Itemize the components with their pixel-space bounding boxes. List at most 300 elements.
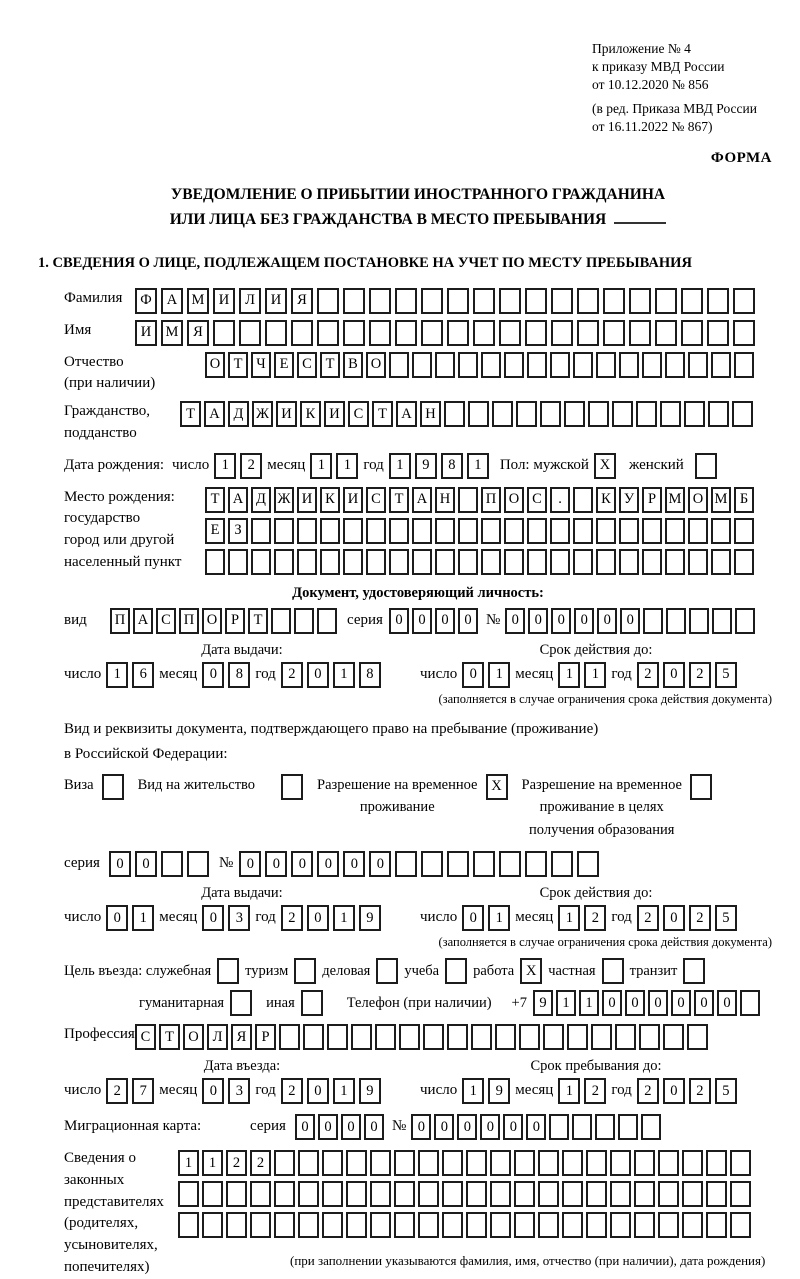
char-cell[interactable]: 0 xyxy=(307,905,329,931)
char-cell[interactable] xyxy=(602,958,624,984)
char-cell[interactable]: 0 xyxy=(663,905,685,931)
char-cell[interactable]: Т xyxy=(248,608,268,634)
char-cell[interactable] xyxy=(658,1181,679,1207)
char-cell[interactable] xyxy=(466,1181,487,1207)
char-cell[interactable]: А xyxy=(161,288,183,314)
char-cell[interactable]: А xyxy=(133,608,153,634)
char-cell[interactable] xyxy=(251,549,271,575)
char-cell[interactable] xyxy=(375,1024,396,1050)
char-cell[interactable] xyxy=(370,1181,391,1207)
char-cell[interactable]: Д xyxy=(251,487,271,513)
char-cell[interactable] xyxy=(734,549,754,575)
char-cell[interactable] xyxy=(734,352,754,378)
char-cell[interactable] xyxy=(366,549,386,575)
char-cell[interactable]: 0 xyxy=(597,608,617,634)
char-cell[interactable]: 1 xyxy=(310,453,332,479)
char-cell[interactable] xyxy=(612,401,633,427)
char-cell[interactable] xyxy=(586,1181,607,1207)
char-cell[interactable]: Р xyxy=(255,1024,276,1050)
char-cell[interactable]: 0 xyxy=(318,1114,338,1140)
char-cell[interactable]: 0 xyxy=(457,1114,477,1140)
char-cell[interactable]: 5 xyxy=(715,662,737,688)
char-cell[interactable] xyxy=(418,1212,439,1238)
char-cell[interactable] xyxy=(294,958,316,984)
char-cell[interactable]: 2 xyxy=(281,662,303,688)
char-cell[interactable]: Т xyxy=(320,352,340,378)
char-cell[interactable]: П xyxy=(110,608,130,634)
char-cell[interactable] xyxy=(445,958,467,984)
char-cell[interactable] xyxy=(634,1150,655,1176)
char-cell[interactable] xyxy=(458,487,478,513)
char-cell[interactable] xyxy=(711,518,731,544)
char-cell[interactable] xyxy=(706,1181,727,1207)
char-cell[interactable]: 1 xyxy=(389,453,411,479)
char-cell[interactable] xyxy=(688,352,708,378)
char-cell[interactable] xyxy=(447,288,469,314)
char-cell[interactable] xyxy=(481,352,501,378)
char-cell[interactable]: К xyxy=(320,487,340,513)
char-cell[interactable]: О xyxy=(183,1024,204,1050)
char-cell[interactable] xyxy=(660,401,681,427)
char-cell[interactable]: К xyxy=(596,487,616,513)
char-cell[interactable] xyxy=(514,1181,535,1207)
char-cell[interactable]: Е xyxy=(274,352,294,378)
char-cell[interactable] xyxy=(540,401,561,427)
char-cell[interactable] xyxy=(596,352,616,378)
char-cell[interactable] xyxy=(499,851,521,877)
char-cell[interactable]: Ж xyxy=(274,487,294,513)
char-cell[interactable]: 0 xyxy=(411,1114,431,1140)
char-cell[interactable] xyxy=(550,549,570,575)
char-cell[interactable] xyxy=(610,1181,631,1207)
char-cell[interactable]: 0 xyxy=(648,990,668,1016)
char-cell[interactable] xyxy=(689,608,709,634)
char-cell[interactable] xyxy=(412,549,432,575)
char-cell[interactable] xyxy=(322,1212,343,1238)
char-cell[interactable]: 9 xyxy=(415,453,437,479)
char-cell[interactable]: С xyxy=(156,608,176,634)
char-cell[interactable]: 2 xyxy=(637,905,659,931)
char-cell[interactable] xyxy=(435,518,455,544)
char-cell[interactable] xyxy=(389,549,409,575)
char-cell[interactable] xyxy=(250,1181,271,1207)
char-cell[interactable] xyxy=(615,1024,636,1050)
char-cell[interactable] xyxy=(706,1212,727,1238)
char-cell[interactable] xyxy=(634,1181,655,1207)
char-cell[interactable] xyxy=(527,549,547,575)
char-cell[interactable]: 2 xyxy=(637,1078,659,1104)
char-cell[interactable] xyxy=(572,1114,592,1140)
char-cell[interactable]: С xyxy=(297,352,317,378)
char-cell[interactable]: Ж xyxy=(252,401,273,427)
char-cell[interactable]: 8 xyxy=(441,453,463,479)
char-cell[interactable] xyxy=(217,958,239,984)
char-cell[interactable] xyxy=(595,1114,615,1140)
char-cell[interactable] xyxy=(655,288,677,314)
char-cell[interactable] xyxy=(619,549,639,575)
char-cell[interactable]: X xyxy=(594,453,616,479)
char-cell[interactable]: А xyxy=(396,401,417,427)
char-cell[interactable] xyxy=(642,549,662,575)
char-cell[interactable]: 0 xyxy=(202,662,224,688)
char-cell[interactable]: О xyxy=(202,608,222,634)
char-cell[interactable]: 0 xyxy=(317,851,339,877)
char-cell[interactable] xyxy=(458,518,478,544)
char-cell[interactable]: 0 xyxy=(526,1114,546,1140)
char-cell[interactable] xyxy=(298,1212,319,1238)
char-cell[interactable] xyxy=(298,1181,319,1207)
char-cell[interactable] xyxy=(303,1024,324,1050)
char-cell[interactable] xyxy=(297,549,317,575)
char-cell[interactable] xyxy=(538,1212,559,1238)
char-cell[interactable]: Б xyxy=(734,487,754,513)
char-cell[interactable]: С xyxy=(135,1024,156,1050)
char-cell[interactable]: И xyxy=(213,288,235,314)
char-cell[interactable]: 0 xyxy=(663,662,685,688)
char-cell[interactable]: 0 xyxy=(503,1114,523,1140)
char-cell[interactable] xyxy=(658,1212,679,1238)
char-cell[interactable]: С xyxy=(348,401,369,427)
char-cell[interactable] xyxy=(492,401,513,427)
char-cell[interactable]: Я xyxy=(231,1024,252,1050)
char-cell[interactable] xyxy=(733,288,755,314)
char-cell[interactable]: 0 xyxy=(295,1114,315,1140)
char-cell[interactable] xyxy=(514,1150,535,1176)
char-cell[interactable]: Т xyxy=(180,401,201,427)
char-cell[interactable] xyxy=(665,352,685,378)
char-cell[interactable] xyxy=(562,1150,583,1176)
char-cell[interactable] xyxy=(707,320,729,346)
char-cell[interactable] xyxy=(471,1024,492,1050)
char-cell[interactable] xyxy=(466,1150,487,1176)
char-cell[interactable]: 0 xyxy=(505,608,525,634)
char-cell[interactable]: 5 xyxy=(715,1078,737,1104)
char-cell[interactable] xyxy=(322,1181,343,1207)
char-cell[interactable] xyxy=(473,288,495,314)
char-cell[interactable] xyxy=(322,1150,343,1176)
char-cell[interactable]: 2 xyxy=(689,905,711,931)
char-cell[interactable]: М xyxy=(161,320,183,346)
char-cell[interactable]: 0 xyxy=(202,1078,224,1104)
char-cell[interactable]: Т xyxy=(372,401,393,427)
char-cell[interactable] xyxy=(346,1181,367,1207)
char-cell[interactable] xyxy=(447,320,469,346)
char-cell[interactable]: М xyxy=(711,487,731,513)
char-cell[interactable] xyxy=(320,549,340,575)
char-cell[interactable] xyxy=(591,1024,612,1050)
char-cell[interactable]: 0 xyxy=(462,662,484,688)
char-cell[interactable] xyxy=(490,1181,511,1207)
char-cell[interactable] xyxy=(412,518,432,544)
char-cell[interactable]: 0 xyxy=(458,608,478,634)
char-cell[interactable]: 0 xyxy=(202,905,224,931)
char-cell[interactable] xyxy=(730,1212,751,1238)
char-cell[interactable] xyxy=(666,608,686,634)
char-cell[interactable]: 0 xyxy=(528,608,548,634)
char-cell[interactable] xyxy=(418,1181,439,1207)
char-cell[interactable]: О xyxy=(688,487,708,513)
char-cell[interactable] xyxy=(586,1150,607,1176)
char-cell[interactable] xyxy=(481,518,501,544)
char-cell[interactable]: 1 xyxy=(333,905,355,931)
char-cell[interactable] xyxy=(642,518,662,544)
char-cell[interactable] xyxy=(274,1212,295,1238)
char-cell[interactable]: Р xyxy=(642,487,662,513)
char-cell[interactable] xyxy=(688,549,708,575)
char-cell[interactable] xyxy=(317,608,337,634)
char-cell[interactable] xyxy=(519,1024,540,1050)
char-cell[interactable] xyxy=(317,288,339,314)
char-cell[interactable] xyxy=(538,1150,559,1176)
char-cell[interactable] xyxy=(294,608,314,634)
char-cell[interactable]: Л xyxy=(207,1024,228,1050)
char-cell[interactable]: О xyxy=(366,352,386,378)
char-cell[interactable] xyxy=(683,958,705,984)
char-cell[interactable]: 9 xyxy=(359,1078,381,1104)
char-cell[interactable] xyxy=(538,1181,559,1207)
char-cell[interactable] xyxy=(418,1150,439,1176)
char-cell[interactable]: 0 xyxy=(369,851,391,877)
char-cell[interactable] xyxy=(444,401,465,427)
char-cell[interactable] xyxy=(588,401,609,427)
char-cell[interactable]: 1 xyxy=(178,1150,199,1176)
char-cell[interactable]: 0 xyxy=(694,990,714,1016)
char-cell[interactable] xyxy=(682,1212,703,1238)
char-cell[interactable] xyxy=(690,774,712,800)
char-cell[interactable] xyxy=(525,288,547,314)
char-cell[interactable] xyxy=(695,453,717,479)
char-cell[interactable]: И xyxy=(343,487,363,513)
char-cell[interactable] xyxy=(499,288,521,314)
char-cell[interactable]: 1 xyxy=(106,662,128,688)
char-cell[interactable] xyxy=(370,1212,391,1238)
char-cell[interactable]: Т xyxy=(228,352,248,378)
char-cell[interactable] xyxy=(543,1024,564,1050)
char-cell[interactable]: 0 xyxy=(663,1078,685,1104)
char-cell[interactable]: 8 xyxy=(359,662,381,688)
char-cell[interactable] xyxy=(279,1024,300,1050)
char-cell[interactable]: Р xyxy=(225,608,245,634)
char-cell[interactable]: 8 xyxy=(228,662,250,688)
char-cell[interactable]: 1 xyxy=(214,453,236,479)
char-cell[interactable]: 1 xyxy=(556,990,576,1016)
char-cell[interactable] xyxy=(711,352,731,378)
char-cell[interactable]: 9 xyxy=(488,1078,510,1104)
char-cell[interactable]: 1 xyxy=(333,662,355,688)
char-cell[interactable] xyxy=(301,990,323,1016)
char-cell[interactable]: 0 xyxy=(364,1114,384,1140)
char-cell[interactable] xyxy=(458,352,478,378)
char-cell[interactable] xyxy=(228,549,248,575)
char-cell[interactable]: 2 xyxy=(240,453,262,479)
char-cell[interactable] xyxy=(271,608,291,634)
char-cell[interactable]: 0 xyxy=(307,662,329,688)
char-cell[interactable] xyxy=(369,320,391,346)
char-cell[interactable]: О xyxy=(205,352,225,378)
char-cell[interactable]: Т xyxy=(159,1024,180,1050)
char-cell[interactable] xyxy=(213,320,235,346)
char-cell[interactable] xyxy=(466,1212,487,1238)
char-cell[interactable]: 1 xyxy=(488,662,510,688)
char-cell[interactable]: 2 xyxy=(584,905,606,931)
char-cell[interactable]: 2 xyxy=(689,662,711,688)
char-cell[interactable] xyxy=(730,1181,751,1207)
char-cell[interactable]: 1 xyxy=(558,905,580,931)
char-cell[interactable] xyxy=(707,288,729,314)
char-cell[interactable]: У xyxy=(619,487,639,513)
char-cell[interactable] xyxy=(395,851,417,877)
char-cell[interactable] xyxy=(732,401,753,427)
char-cell[interactable] xyxy=(161,851,183,877)
char-cell[interactable] xyxy=(682,1181,703,1207)
char-cell[interactable] xyxy=(226,1212,247,1238)
char-cell[interactable] xyxy=(421,288,443,314)
char-cell[interactable]: 0 xyxy=(574,608,594,634)
char-cell[interactable] xyxy=(412,352,432,378)
char-cell[interactable]: О xyxy=(504,487,524,513)
char-cell[interactable]: Ф xyxy=(135,288,157,314)
char-cell[interactable]: 0 xyxy=(265,851,287,877)
char-cell[interactable]: 1 xyxy=(467,453,489,479)
char-cell[interactable] xyxy=(394,1212,415,1238)
char-cell[interactable] xyxy=(688,518,708,544)
char-cell[interactable]: 2 xyxy=(250,1150,271,1176)
char-cell[interactable]: Т xyxy=(205,487,225,513)
char-cell[interactable] xyxy=(551,288,573,314)
char-cell[interactable] xyxy=(610,1150,631,1176)
char-cell[interactable] xyxy=(684,401,705,427)
char-cell[interactable] xyxy=(343,320,365,346)
char-cell[interactable] xyxy=(619,518,639,544)
char-cell[interactable] xyxy=(178,1212,199,1238)
char-cell[interactable]: 0 xyxy=(343,851,365,877)
char-cell[interactable] xyxy=(343,288,365,314)
char-cell[interactable]: И xyxy=(265,288,287,314)
char-cell[interactable]: 0 xyxy=(389,608,409,634)
char-cell[interactable]: 1 xyxy=(132,905,154,931)
char-cell[interactable] xyxy=(525,851,547,877)
char-cell[interactable] xyxy=(495,1024,516,1050)
char-cell[interactable] xyxy=(549,1114,569,1140)
char-cell[interactable] xyxy=(370,1150,391,1176)
char-cell[interactable]: 1 xyxy=(579,990,599,1016)
char-cell[interactable]: К xyxy=(300,401,321,427)
char-cell[interactable] xyxy=(394,1181,415,1207)
char-cell[interactable] xyxy=(490,1212,511,1238)
char-cell[interactable] xyxy=(376,958,398,984)
char-cell[interactable]: 5 xyxy=(715,905,737,931)
char-cell[interactable]: А xyxy=(204,401,225,427)
char-cell[interactable] xyxy=(562,1212,583,1238)
char-cell[interactable] xyxy=(442,1181,463,1207)
char-cell[interactable] xyxy=(641,1114,661,1140)
char-cell[interactable] xyxy=(250,1212,271,1238)
char-cell[interactable]: 9 xyxy=(359,905,381,931)
char-cell[interactable] xyxy=(442,1212,463,1238)
char-cell[interactable] xyxy=(102,774,124,800)
char-cell[interactable] xyxy=(187,851,209,877)
char-cell[interactable]: 7 xyxy=(132,1078,154,1104)
char-cell[interactable]: 1 xyxy=(333,1078,355,1104)
char-cell[interactable]: 1 xyxy=(202,1150,223,1176)
char-cell[interactable] xyxy=(550,518,570,544)
char-cell[interactable]: 3 xyxy=(228,905,250,931)
char-cell[interactable]: 0 xyxy=(717,990,737,1016)
char-cell[interactable] xyxy=(251,518,271,544)
char-cell[interactable]: Я xyxy=(291,288,313,314)
char-cell[interactable] xyxy=(504,352,524,378)
char-cell[interactable]: 0 xyxy=(109,851,131,877)
char-cell[interactable] xyxy=(435,352,455,378)
char-cell[interactable] xyxy=(527,518,547,544)
char-cell[interactable]: И xyxy=(276,401,297,427)
char-cell[interactable]: 0 xyxy=(462,905,484,931)
char-cell[interactable] xyxy=(629,320,651,346)
char-cell[interactable] xyxy=(629,288,651,314)
char-cell[interactable] xyxy=(596,518,616,544)
char-cell[interactable] xyxy=(603,320,625,346)
char-cell[interactable] xyxy=(639,1024,660,1050)
char-cell[interactable] xyxy=(351,1024,372,1050)
char-cell[interactable] xyxy=(658,1150,679,1176)
char-cell[interactable] xyxy=(504,549,524,575)
char-cell[interactable]: 0 xyxy=(671,990,691,1016)
char-cell[interactable]: 0 xyxy=(135,851,157,877)
char-cell[interactable]: В xyxy=(343,352,363,378)
char-cell[interactable] xyxy=(298,1150,319,1176)
char-cell[interactable]: 9 xyxy=(533,990,553,1016)
char-cell[interactable] xyxy=(395,288,417,314)
char-cell[interactable]: 2 xyxy=(584,1078,606,1104)
char-cell[interactable] xyxy=(527,352,547,378)
char-cell[interactable]: 0 xyxy=(551,608,571,634)
char-cell[interactable] xyxy=(708,401,729,427)
char-cell[interactable] xyxy=(274,518,294,544)
char-cell[interactable]: 0 xyxy=(434,1114,454,1140)
char-cell[interactable] xyxy=(369,288,391,314)
char-cell[interactable]: И xyxy=(324,401,345,427)
char-cell[interactable] xyxy=(642,352,662,378)
char-cell[interactable]: 1 xyxy=(558,662,580,688)
char-cell[interactable]: Д xyxy=(228,401,249,427)
char-cell[interactable] xyxy=(389,518,409,544)
char-cell[interactable] xyxy=(655,320,677,346)
char-cell[interactable] xyxy=(473,851,495,877)
char-cell[interactable]: 1 xyxy=(558,1078,580,1104)
char-cell[interactable]: П xyxy=(179,608,199,634)
char-cell[interactable] xyxy=(395,320,417,346)
char-cell[interactable]: 0 xyxy=(620,608,640,634)
char-cell[interactable] xyxy=(435,549,455,575)
char-cell[interactable]: 1 xyxy=(584,662,606,688)
char-cell[interactable] xyxy=(603,288,625,314)
char-cell[interactable] xyxy=(447,851,469,877)
char-cell[interactable] xyxy=(178,1181,199,1207)
char-cell[interactable]: М xyxy=(187,288,209,314)
char-cell[interactable] xyxy=(202,1212,223,1238)
char-cell[interactable] xyxy=(525,320,547,346)
char-cell[interactable]: 6 xyxy=(132,662,154,688)
char-cell[interactable]: . xyxy=(550,487,570,513)
char-cell[interactable] xyxy=(665,549,685,575)
char-cell[interactable]: М xyxy=(665,487,685,513)
char-cell[interactable]: 0 xyxy=(625,990,645,1016)
char-cell[interactable] xyxy=(596,549,616,575)
char-cell[interactable] xyxy=(202,1181,223,1207)
char-cell[interactable] xyxy=(586,1212,607,1238)
char-cell[interactable] xyxy=(346,1150,367,1176)
char-cell[interactable] xyxy=(682,1150,703,1176)
